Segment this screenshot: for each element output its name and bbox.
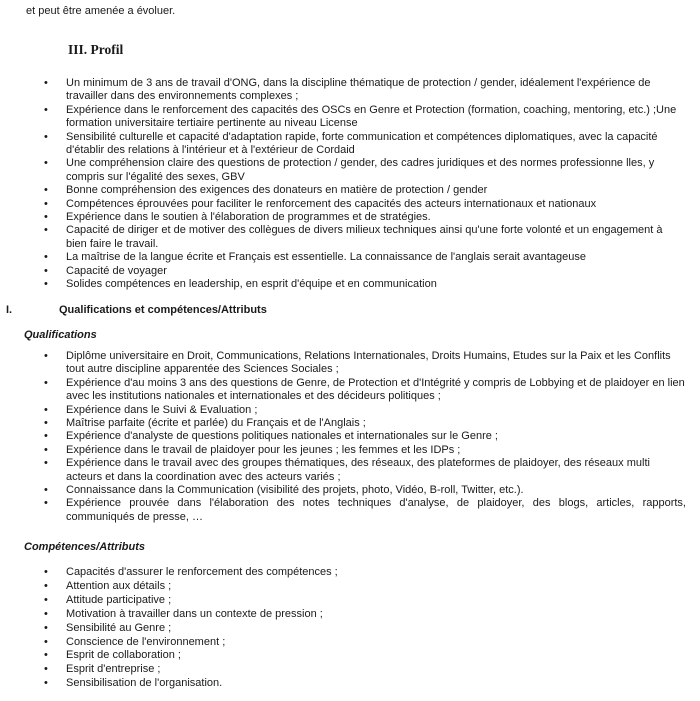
- list-item: • Capacité de voyager: [66, 265, 686, 278]
- list-item: • Expérience d'analyste de questions politiques nationales et internationales sur le Genre ;: [66, 430, 686, 443]
- list-item: • Une compréhension claire des questions de protection / gender, des cadres juridiques et des normes professionne lles, y compris sur l'égalité des sexes, GBV: [66, 157, 686, 184]
- list-item: • Expérience dans le travail avec des groupes thématiques, des réseaux, des plateformes de plaidoyer, des réseaux multi acteurs et dans la coordination avec des acteurs variés ;: [66, 457, 686, 484]
- profil-heading: III. Profil: [68, 42, 124, 57]
- list-item: • Expérience prouvée dans l'élaboration des notes techniques d'analyse, de plaidoyer, des blogs, articles, rapports, communiqués de presse, …: [66, 497, 686, 524]
- list-item: • Attitude participative ;: [66, 594, 666, 608]
- intro-text: et peut être amenée a évoluer.: [26, 5, 176, 17]
- list-item: • Expérience dans le Suivi & Evaluation ;: [66, 404, 686, 417]
- list-item: • Capacité de diriger et de motiver des collègues de divers milieux techniques ainsi qu'une forte volonté et un engagement à bien faire le travail.: [66, 224, 686, 251]
- list-item: • Esprit d'entreprise ;: [66, 663, 666, 677]
- list-item: • Un minimum de 3 ans de travail d'ONG, dans la discipline thématique de protection / gender, idéalement l'expérience de travailler dans des environnements complexes ;: [66, 77, 686, 104]
- list-item: • Connaissance dans la Communication (visibilité des projets, photo, Vidéo, B-roll, Twitter, etc.).: [66, 484, 686, 497]
- list-item: • Compétences éprouvées pour faciliter le renforcement des capacités des acteurs internationaux et nationaux: [66, 198, 686, 211]
- list-item: • Diplôme universitaire en Droit, Communications, Relations Internationales, Droits Humains, Etudes sur la Paix et les Conflits tout autre discipline apparentée des Sciences Sociales ;: [66, 350, 686, 377]
- list-item: • Conscience de l'environnement ;: [66, 636, 666, 650]
- section-heading: [6, 304, 267, 316]
- list-item: • Sensibilisation de l'organisation.: [66, 677, 666, 691]
- list-item: • Solides compétences en leadership, en esprit d'équipe et en communication: [66, 278, 686, 291]
- list-item: • Expérience d'au moins 3 ans des questions de Genre, de Protection et d'Intégrité y compris de Lobbying et de plaidoyer en lien avec les institutions nationales et internationales et des décideurs politiques ;: [66, 377, 686, 404]
- list-item: • Motivation à travailler dans un contexte de pression ;: [66, 608, 666, 622]
- qualifications-heading: Qualifications: [24, 329, 97, 341]
- competences-heading: Compétences/Attributs: [24, 541, 146, 553]
- list-item: • Maîtrise parfaite (écrite et parlée) du Français et de l'Anglais ;: [66, 417, 686, 430]
- list-item: • Esprit de collaboration ;: [66, 649, 666, 663]
- list-item: • La maîtrise de la langue écrite et Français est essentielle. La connaissance de l'anglais serait avantageuse: [66, 251, 686, 264]
- list-item: • Expérience dans le renforcement des capacités des OSCs en Genre et Protection (formation, coaching, mentoring, etc.) ;Une formation universitaire tertiaire pertinente au niveau License: [66, 104, 686, 131]
- list-item: • Sensibilité au Genre ;: [66, 622, 666, 636]
- list-item: • Bonne compréhension des exigences des donateurs en matière de protection / gender: [66, 184, 686, 197]
- list-item: • Capacités d'assurer le renforcement des compétences ;: [66, 566, 666, 580]
- list-item: • Expérience dans le travail de plaidoyer pour les jeunes ; les femmes et les IDPs ;: [66, 444, 686, 457]
- list-item: • Sensibilité culturelle et capacité d'adaptation rapide, forte communication et compétences diplomatiques, avec la capacité d'établir des relations à l'intérieur et à l'extérieur de Cordaid: [66, 131, 686, 158]
- list-item: • Attention aux détails ;: [66, 580, 666, 594]
- profil-list: [66, 77, 686, 292]
- competences-list: [66, 566, 666, 691]
- qualifications-list: [66, 350, 686, 524]
- section-title: Qualifications et compétences/Attributs: [59, 304, 267, 316]
- section-number: I.: [6, 304, 13, 316]
- list-item: • Expérience dans le soutien à l'élaboration de programmes et de stratégies.: [66, 211, 686, 224]
